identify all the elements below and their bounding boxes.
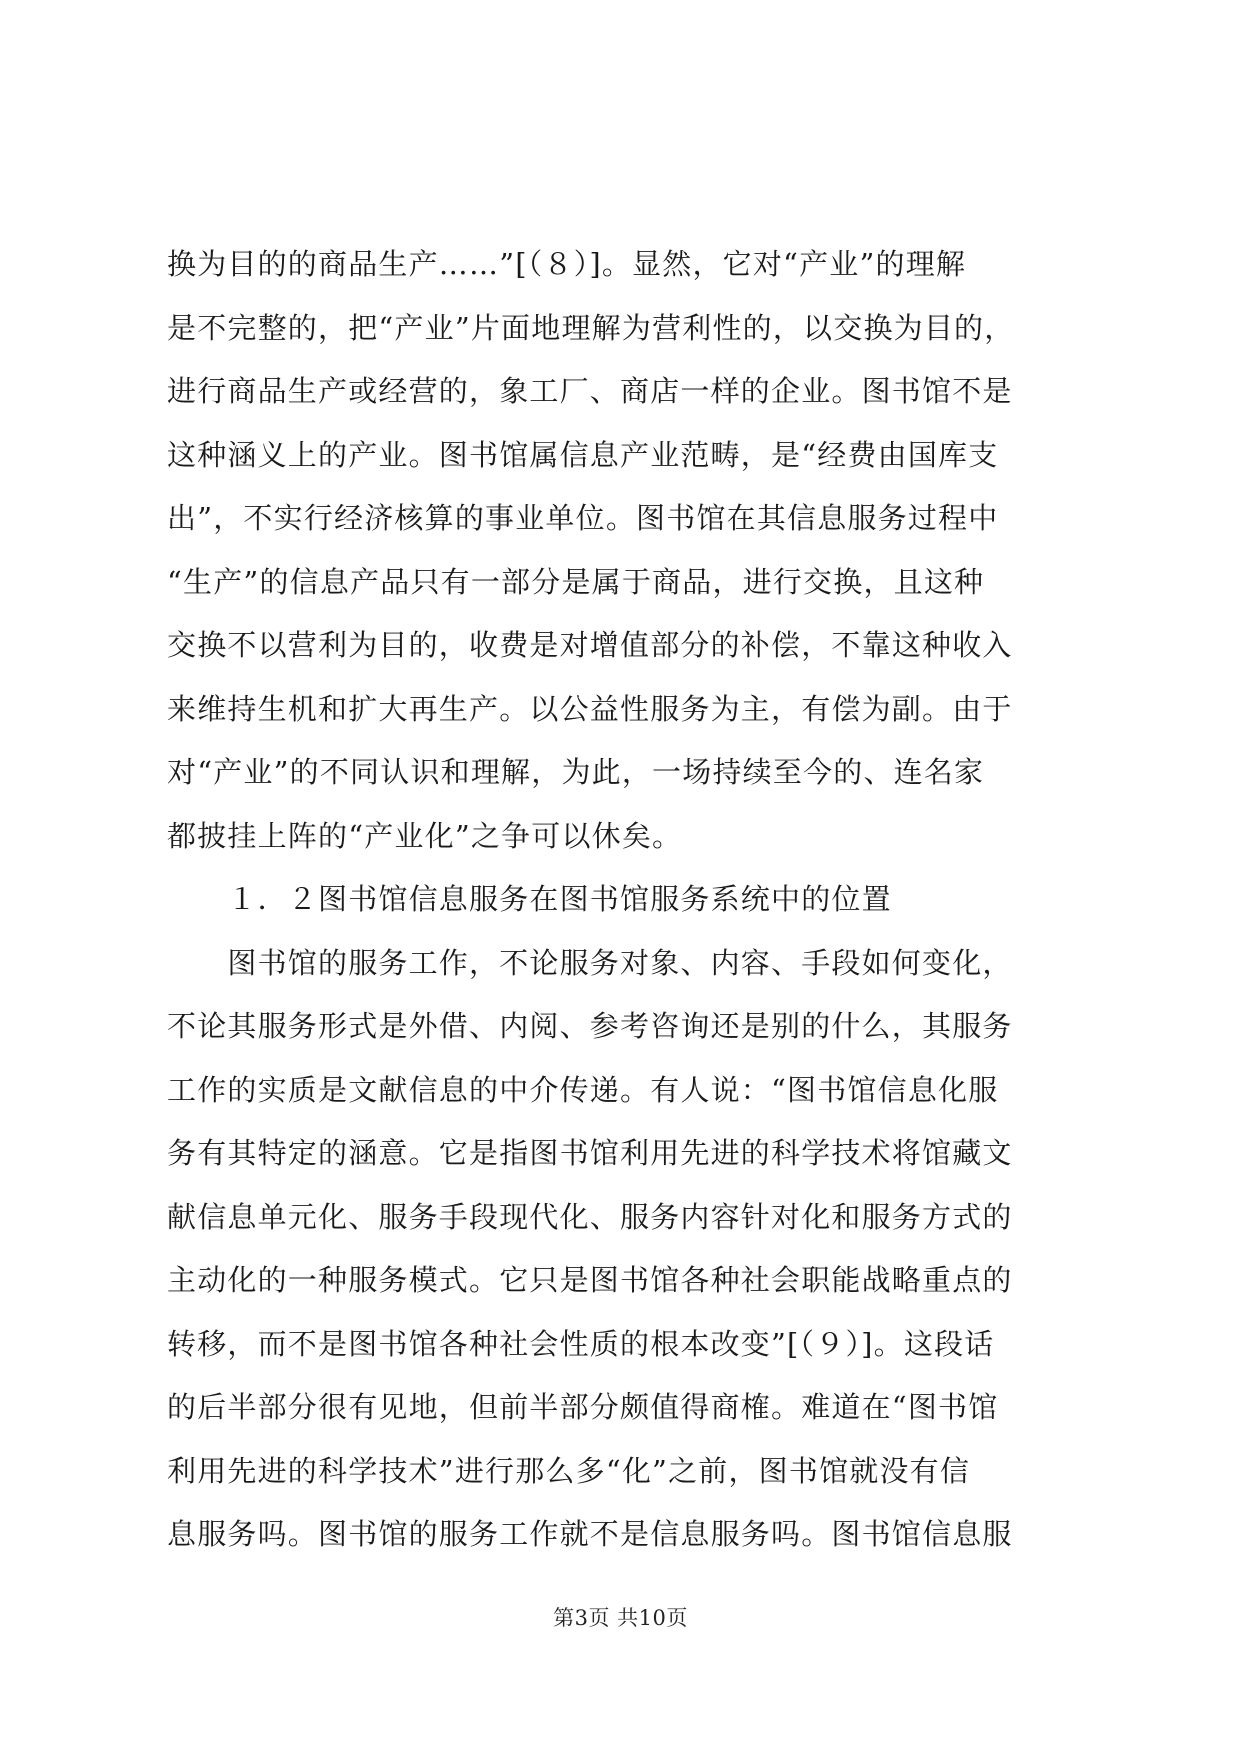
text-line: “生产”的信息产品只有一部分是属于商品，进行交换，且这种 — [167, 564, 985, 599]
text-line: 图书馆的服务工作，不论服务对象、内容、手段如何变化， — [167, 945, 1013, 980]
text-line: 主动化的一种服务模式。它只是图书馆各种社会职能战略重点的 — [167, 1263, 1013, 1297]
text-line: 换为目的的商品生产……”[（８）]。显然，它对“产业”的理解 — [167, 247, 967, 281]
text-line: 这种涵义上的产业。图书馆属信息产业范畴，是“经费由国库支 — [167, 437, 999, 472]
text-line: 献信息单元化、服务手段现代化、服务内容针对化和服务方式的 — [167, 1199, 1013, 1234]
text-line: 利用先进的科学技术”进行那么多“化”之前，图书馆就没有信 — [167, 1453, 971, 1488]
text-line: 是不完整的，把“产业”片面地理解为营利性的，以交换为目的， — [167, 310, 1015, 345]
text-line: 出”，不实行经济核算的事业单位。图书馆在其信息服务过程中 — [167, 501, 999, 535]
text-line: 务有其特定的涵意。它是指图书馆利用先进的科学技术将馆藏文 — [167, 1136, 1013, 1170]
text-line: 对“产业”的不同认识和理解，为此，一场持续至今的、连名家 — [167, 755, 985, 789]
text-line: 来维持生机和扩大再生产。以公益性服务为主，有偿为副。由于 — [167, 691, 1013, 726]
text-line: 工作的实质是文献信息的中介传递。有人说：“图书馆信息化服 — [167, 1072, 999, 1107]
body-text — [167, 233, 1079, 1567]
text-line: 都披挂上阵的“产业化”之争可以休矣。 — [167, 818, 683, 853]
text-line: 进行商品生产或经营的，象工厂、商店一样的企业。图书馆不是 — [167, 374, 1013, 408]
text-line: 转移，而不是图书馆各种社会性质的根本改变”[（９）]。这段话 — [167, 1326, 995, 1361]
page-number-footer: 第3页 共10页 — [553, 1606, 688, 1630]
text-line: 的后半部分很有见地，但前半部分颇值得商榷。难道在“图书馆 — [167, 1390, 999, 1424]
section-heading: １．２图书馆信息服务在图书馆服务系统中的位置 — [167, 882, 892, 916]
text-line: 交换不以营利为目的，收费是对增值部分的补偿，不靠这种收入 — [167, 628, 1013, 662]
text-line: 不论其服务形式是外借、内阅、参考咨询还是别的什么，其服务 — [167, 1009, 1013, 1043]
text-line: 息服务吗。图书馆的服务工作就不是信息服务吗。图书馆信息服 — [167, 1517, 1013, 1551]
